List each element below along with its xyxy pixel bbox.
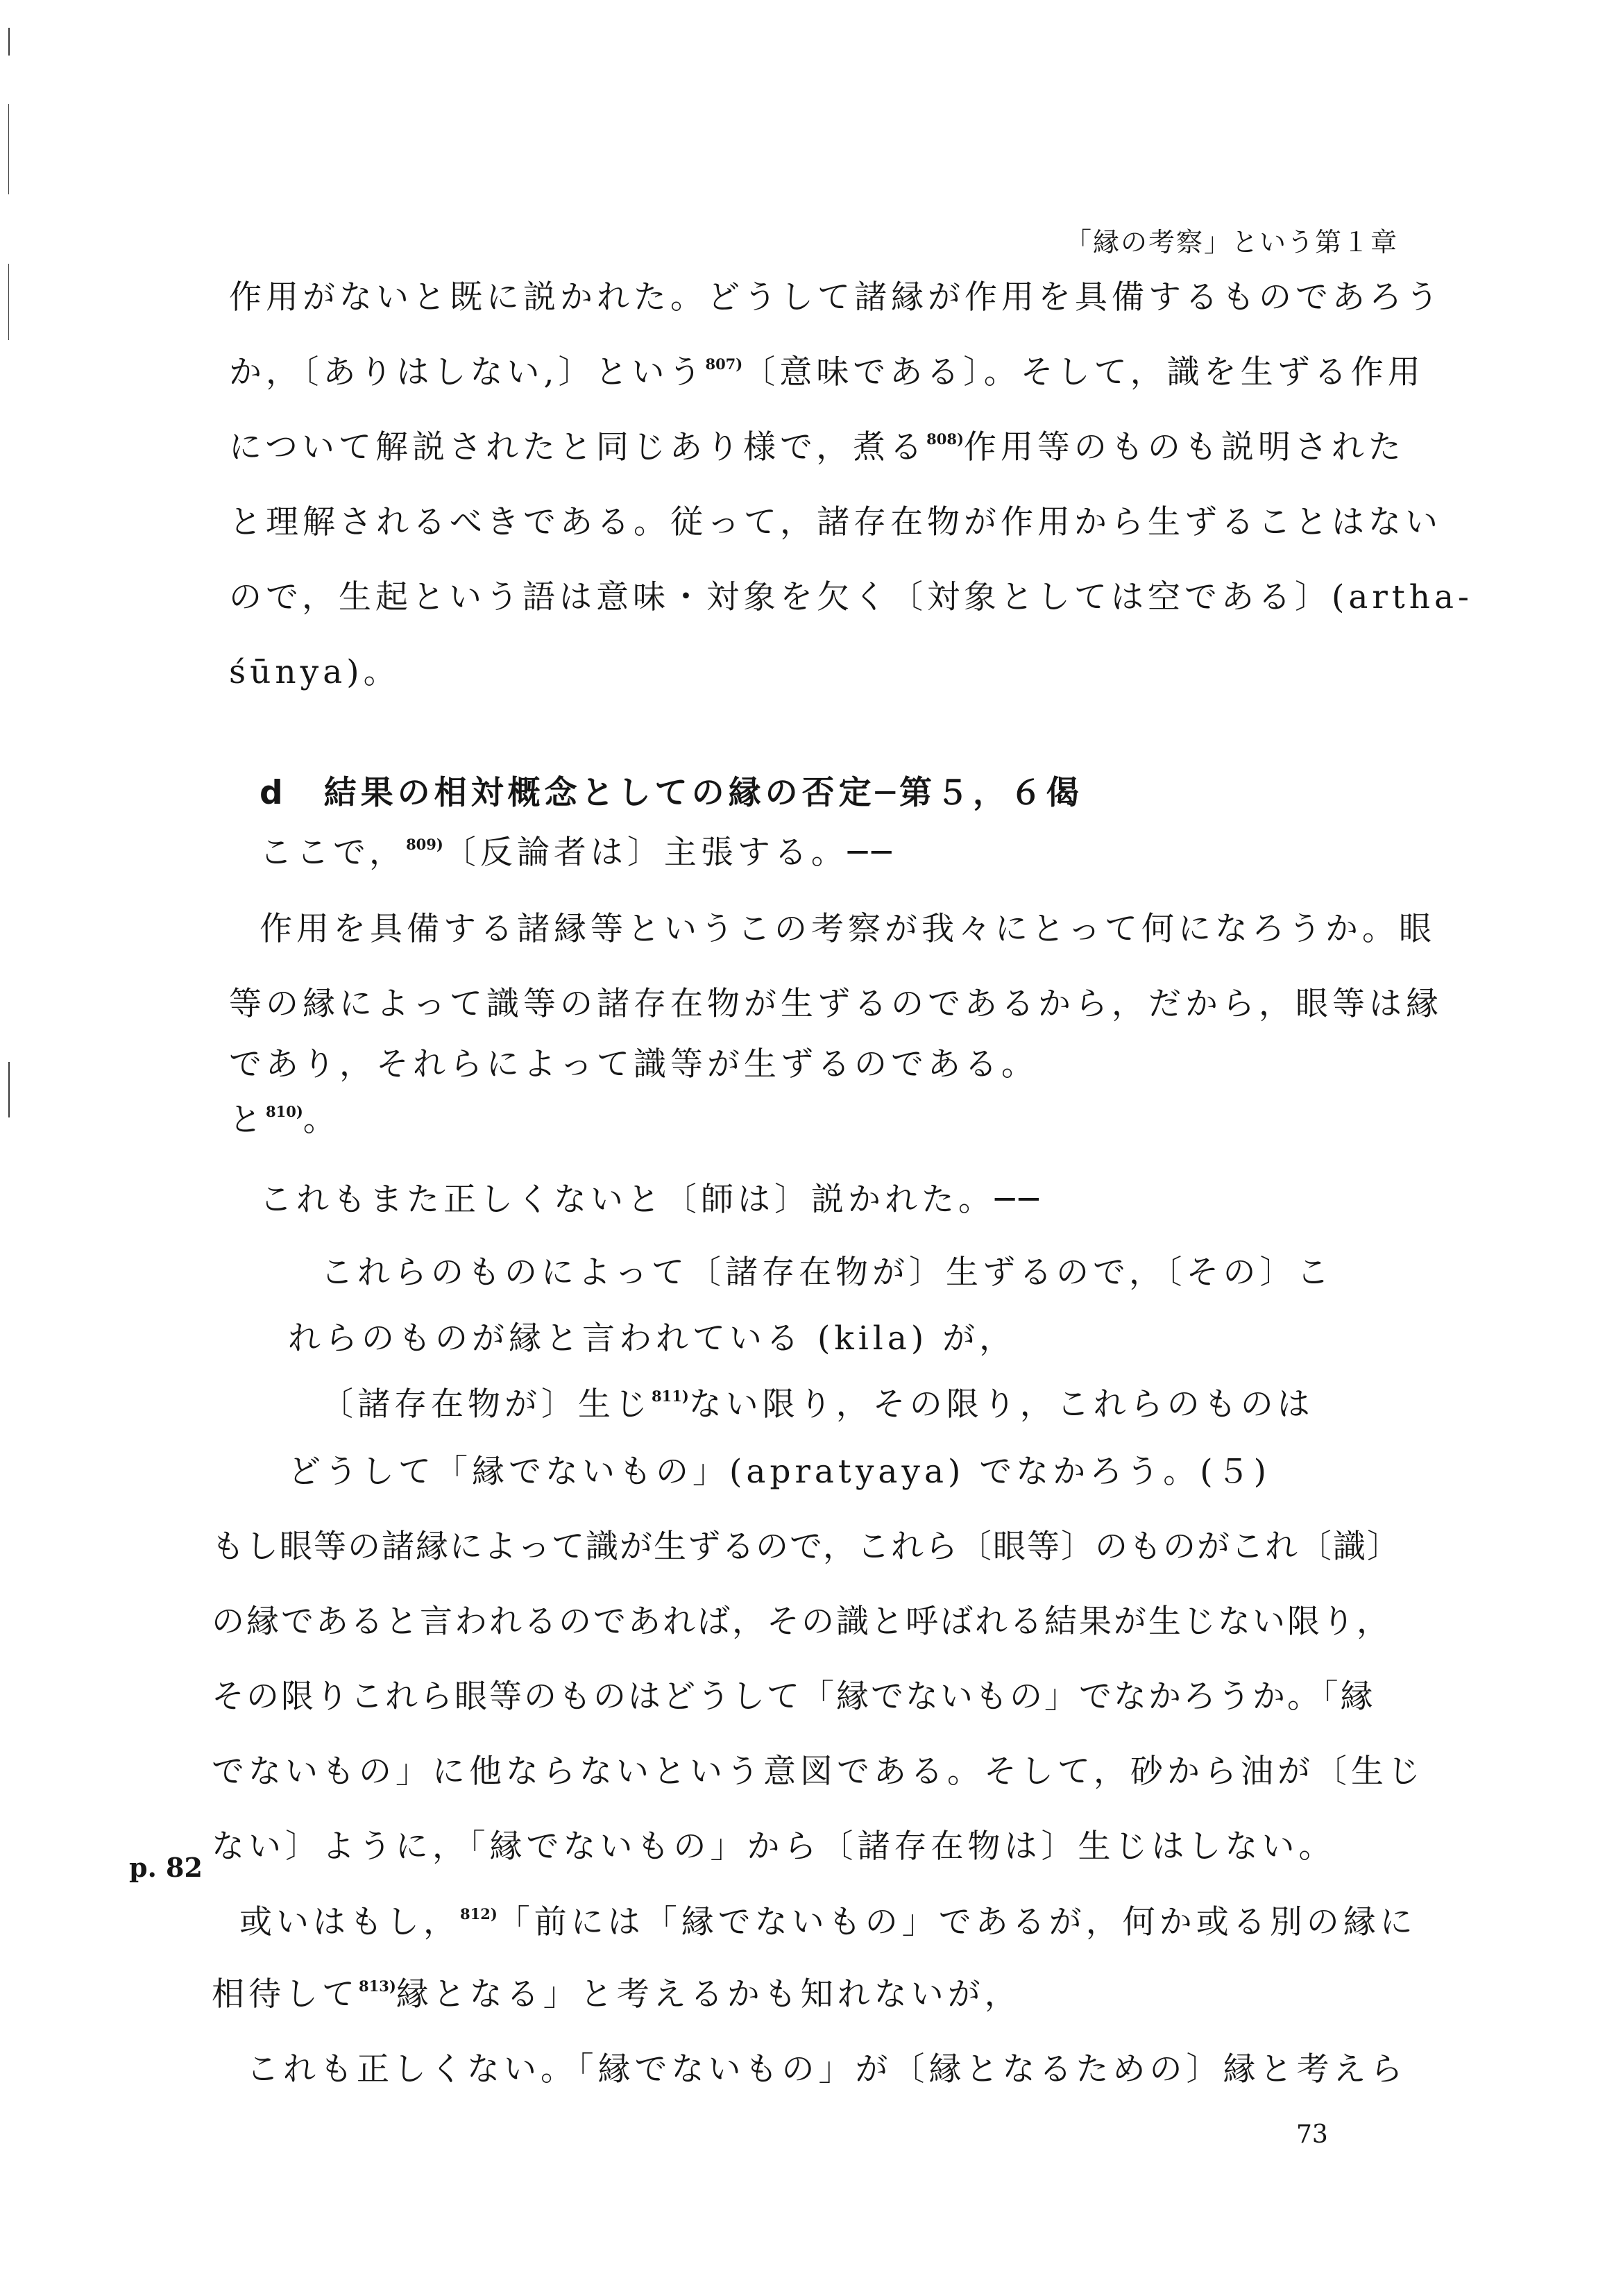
text-line: の縁であると言われるのであれば，その識と呼ばれる結果が生じない限り，: [212, 1603, 1391, 1641]
footnote-marker: 807): [705, 355, 743, 373]
binding-edge-mark: [8, 28, 10, 56]
binding-edge-mark: [8, 264, 9, 340]
text-segment: 或いはもし，: [239, 1903, 460, 1941]
binding-edge-mark: [8, 1062, 10, 1117]
text-line: ない〕ように，「縁でないもの」から〔諸存在物は〕生じはしない。: [212, 1827, 1336, 1866]
text-segment: か，〔ありはしない,〕という: [229, 353, 706, 391]
text-line: [229, 1101, 340, 1139]
text-line: [212, 1975, 1021, 2014]
text-segment: について解説されたと同じあり様で，煮る: [229, 428, 927, 466]
text-line: [260, 834, 896, 872]
text-line: であり，それらによって識等が生ずるのである。: [229, 1045, 1038, 1083]
text-line: śūnya)。: [229, 653, 400, 691]
text-line: 等の縁によって識等の諸存在物が生ずるのであるから，だから，眼等は縁: [229, 985, 1443, 1023]
verse-line: どうして「縁でないもの」(apratyaya) でなかろう。(５): [288, 1453, 1271, 1491]
text-line: と理解されるべきである。従って，諸存在物が作用から生ずることはない: [229, 503, 1443, 541]
verse-line: [321, 1385, 1314, 1424]
text-line: 作用を具備する諸縁等というこの考察が我々にとって何になろうか。眼: [260, 910, 1436, 948]
text-line: でないもの」に他ならないという意図である。そして，砂から油が〔生じ: [212, 1753, 1425, 1791]
text-line: [239, 1903, 1417, 1941]
margin-page-reference: p. 82: [129, 1852, 203, 1883]
page-number: 73: [1296, 2120, 1328, 2149]
text-segment: 〔反論者は〕主張する。──: [443, 834, 896, 872]
text-segment: 〔意味である〕。そして，識を生ずる作用: [742, 353, 1425, 391]
text-line: [229, 428, 1405, 466]
text-line: これも正しくない。「縁でないもの」が〔縁となるための〕縁と考えら: [246, 2050, 1407, 2088]
footnote-marker: 813): [359, 1977, 396, 1995]
text-line: その限りこれら眼等のものはどうして「縁でないもの」でなかろうか。「縁: [212, 1678, 1375, 1716]
text-segment: 作用等のものも説明された: [963, 428, 1405, 466]
binding-edge-mark: [8, 104, 9, 194]
text-line: もし眼等の諸縁によって識が生ずるので，これら〔眼等〕のものがこれ〔識〕: [212, 1528, 1402, 1566]
footnote-marker: 812): [460, 1905, 498, 1923]
footnote-marker: 810): [266, 1103, 303, 1120]
footnote-marker: 808): [926, 430, 964, 448]
verse-line: れらのものが縁と言われている (kila) が，: [288, 1319, 1017, 1358]
text-line: [229, 353, 1425, 391]
text-segment: 〔諸存在物が〕生じ: [321, 1385, 652, 1424]
text-line: ので，生起という語は意味・対象を欠く〔対象としては空である〕(artha-: [229, 578, 1473, 616]
text-segment: ここで，: [260, 834, 407, 872]
text-segment: 縁となる」と考えるかも知れないが，: [396, 1975, 1021, 2014]
text-line: これもまた正しくないと〔師は〕説かれた。──: [260, 1181, 1043, 1219]
section-heading: d 結果の相対概念としての縁の否定─第５，６偈: [260, 774, 1083, 812]
verse-line: これらのものによって〔諸存在物が〕生ずるので，〔その〕こ: [321, 1253, 1334, 1292]
text-segment: と: [229, 1101, 266, 1139]
text-segment: 。: [303, 1101, 340, 1139]
text-line: 作用がないと既に説かれた。どうして諸縁が作用を具備するものであろう: [229, 278, 1443, 316]
footnote-marker: 809): [406, 836, 443, 853]
text-segment: 相待して: [212, 1975, 359, 2014]
footnote-marker: 811): [652, 1387, 689, 1405]
text-segment: ない限り，その限り，これらのものは: [688, 1385, 1314, 1424]
running-head: 「縁の考察」という第１章: [1064, 227, 1398, 258]
text-segment: 「前には「縁でないもの」であるが，何か或る別の縁に: [497, 1903, 1417, 1941]
